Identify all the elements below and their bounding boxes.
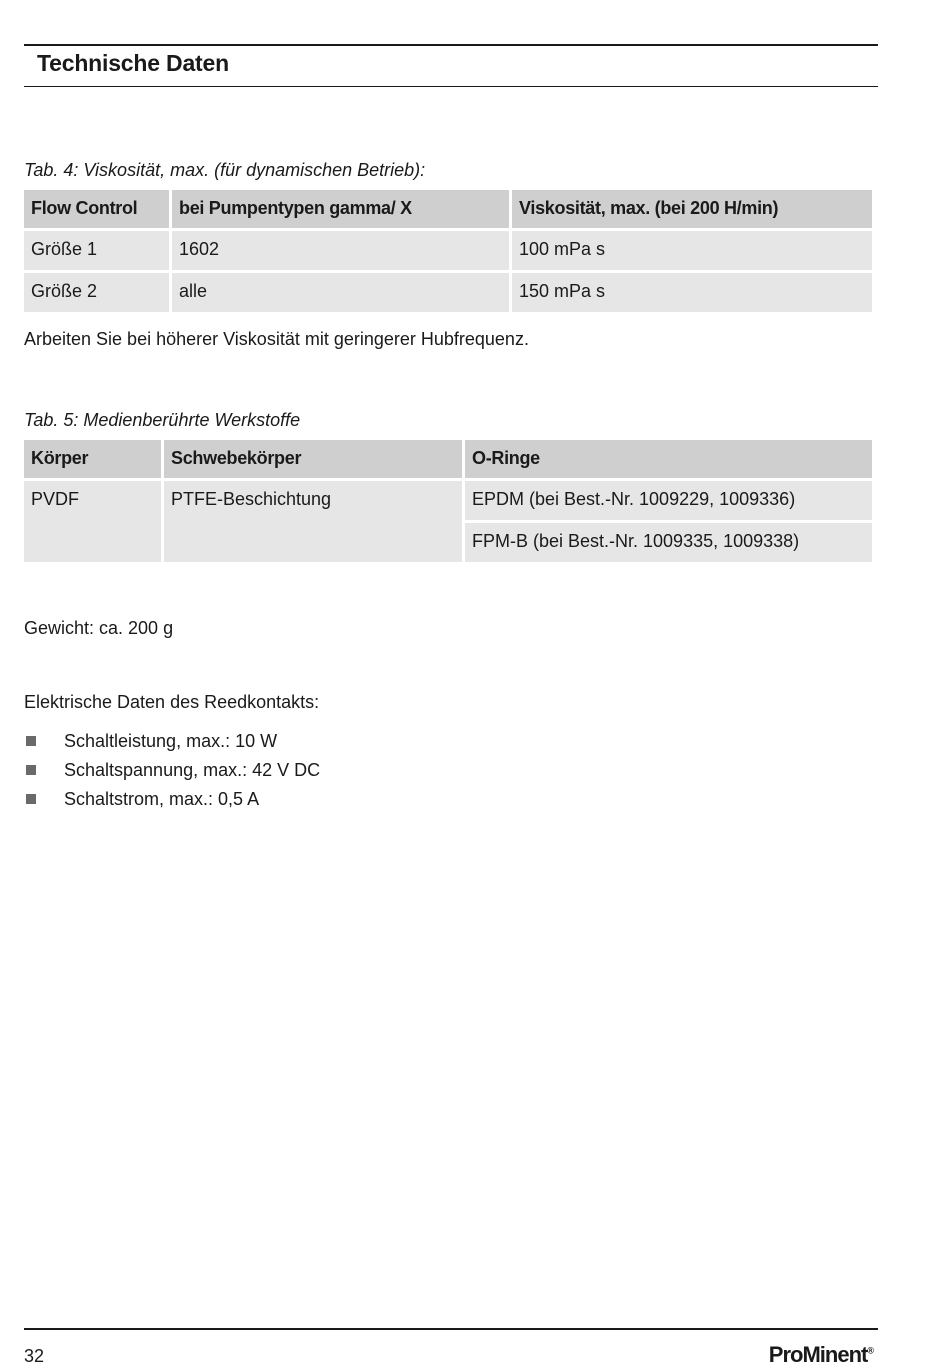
table-row xyxy=(24,231,872,270)
table-cell: 100 mPa s xyxy=(512,231,872,270)
weight-text: Gewicht: ca. 200 g xyxy=(24,618,174,638)
table-header-row xyxy=(24,440,872,478)
table-cell: alle xyxy=(172,273,509,312)
section-title: Technische Daten xyxy=(37,50,229,76)
list-item-text: Schaltleistung, max.: 10 W xyxy=(64,731,278,751)
table-cell: PTFE-Beschichtung xyxy=(164,481,462,562)
list-item xyxy=(24,786,320,815)
viscosity-note: Arbeiten Sie bei höherer Viskosität mit geringerer Hubfrequenz. xyxy=(24,329,529,349)
column-header: bei Pumpentypen gamma/ X xyxy=(172,190,509,228)
list-item-text: Schaltstrom, max.: 0,5 A xyxy=(64,789,260,809)
table-cell: 150 mPa s xyxy=(512,273,872,312)
list-item xyxy=(24,728,320,757)
table4-caption: Tab. 4: Viskosität, max. (für dynamischen Betrieb): xyxy=(24,160,426,180)
square-bullet-icon xyxy=(26,736,36,746)
brand-name: ProMinent xyxy=(768,1342,868,1367)
footer-rule xyxy=(24,1328,878,1330)
square-bullet-icon xyxy=(26,765,36,775)
table-row xyxy=(24,273,872,312)
table-cell: Größe 2 xyxy=(24,273,169,312)
table-header-row xyxy=(24,190,872,228)
header-rule-bottom xyxy=(24,86,878,87)
reed-spec-list xyxy=(24,728,320,815)
prominent-logo xyxy=(769,1342,874,1368)
header-rule-top xyxy=(24,44,878,46)
table-cell: PVDF xyxy=(24,481,161,562)
list-item xyxy=(24,757,320,786)
materials-table xyxy=(21,437,875,565)
table-cell: EPDM (bei Best.-Nr. 1009229, 1009336) xyxy=(465,481,872,520)
square-bullet-icon xyxy=(26,794,36,804)
table-cell: 1602 xyxy=(172,231,509,270)
table-row xyxy=(24,481,872,520)
viscosity-table xyxy=(21,187,875,315)
reed-heading: Elektrische Daten des Reedkontakts: xyxy=(24,692,320,712)
table5-caption: Tab. 5: Medienberührte Werkstoffe xyxy=(24,410,301,430)
column-header: Flow Control xyxy=(24,190,169,228)
column-header: Viskosität, max. (bei 200 H/min) xyxy=(512,190,872,228)
column-header: Schwebekörper xyxy=(164,440,462,478)
table-cell: FPM-B (bei Best.-Nr. 1009335, 1009338) xyxy=(465,523,872,562)
column-header: O-Ringe xyxy=(465,440,872,478)
list-item-text: Schaltspannung, max.: 42 V DC xyxy=(64,760,321,780)
page-number: 32 xyxy=(24,1346,45,1366)
column-header: Körper xyxy=(24,440,161,478)
table-cell: Größe 1 xyxy=(24,231,169,270)
registered-mark: ® xyxy=(867,1345,874,1356)
